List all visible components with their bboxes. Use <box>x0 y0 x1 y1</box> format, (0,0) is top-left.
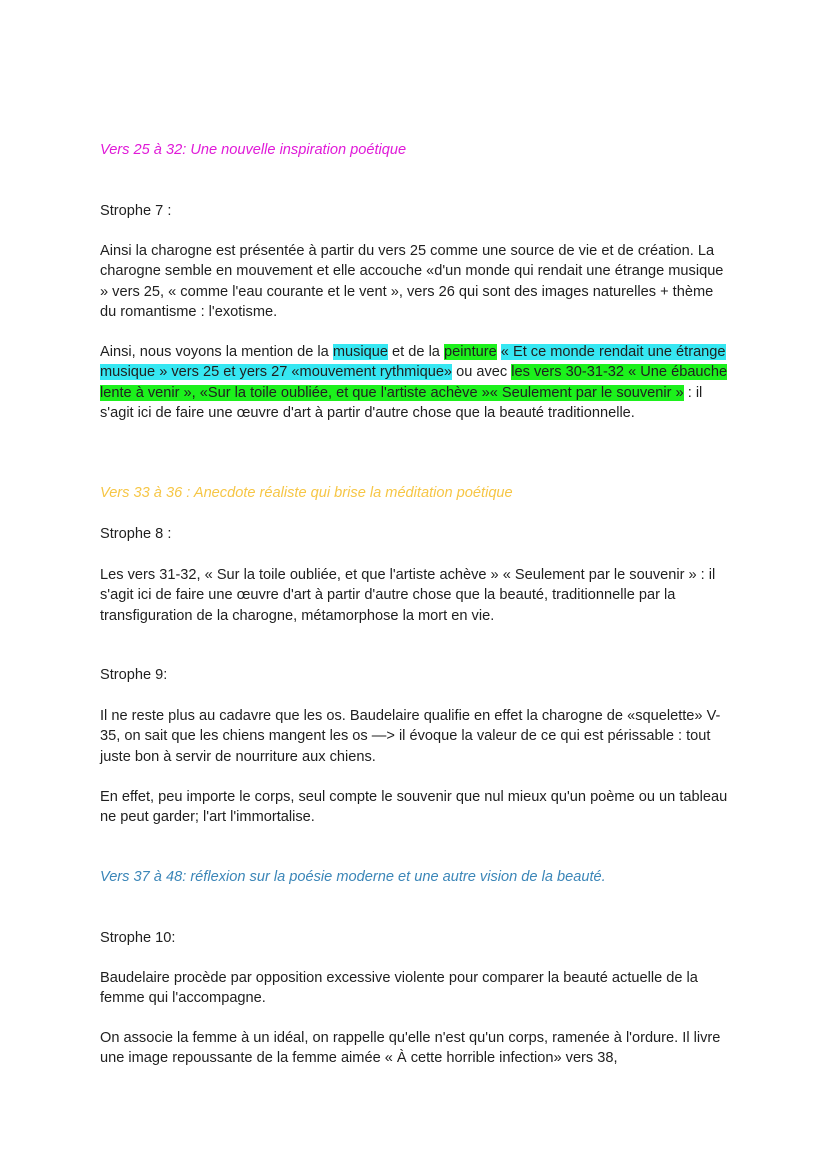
section-heading-vers-33-36: Vers 33 à 36 : Anecdote réaliste qui brise la méditation poétique <box>100 485 513 501</box>
strophe-7-paragraph-1: Ainsi la charogne est présentée à partir du vers 25 comme une source de vie et de création. La charogne semble en mouvement et elle accouche «d'un monde qui rendait une étrange musique » vers 25, « comme l'eau courante et le vent », vers 26 qui sont des images naturelles + thème du romantisme : l'exotisme. <box>100 243 724 320</box>
strophe-9-title: Strophe 9: <box>100 667 168 683</box>
strophe-8-paragraph: Les vers 31-32, « Sur la toile oubliée, et que l'artiste achève » « Seulement par le souvenir » : il s'agit ici de faire une œuvre d'art à partir d'autre chose que la beauté, traditionnelle par la transfiguration de la charogne, métamorphose la mort en vie. <box>100 567 716 624</box>
highlight-peinture: peinture <box>443 344 497 360</box>
strophe-10-paragraph-1: Baudelaire procède par opposition excessive violente pour comparer la beauté actuelle de la femme qui l'accompagne. <box>100 970 698 1007</box>
strophe-9-paragraph-2: En effet, peu importe le corps, seul compte le souvenir que nul mieux qu'un poème ou un tableau ne peut garder; l'art l'immortalise. <box>100 789 728 826</box>
section-heading-vers-25-32: Vers 25 à 32: Une nouvelle inspiration poétique <box>100 142 407 158</box>
highlight-quote-musique: « Et ce monde rendait une étrange musique » vers 25 et yers 27 «mouvement rythmique» <box>100 344 726 381</box>
strophe-8-title: Strophe 8 : <box>100 526 172 542</box>
strophe-10-paragraph-2: On associe la femme à un idéal, on rappelle qu'elle n'est qu'un corps, ramenée à l'ordure. Il livre une image repoussante de la femme aimée « À cette horrible infection» vers 38, <box>100 1030 721 1067</box>
strophe-10-title: Strophe 10: <box>100 930 176 946</box>
text-run: ou avec <box>452 364 512 381</box>
section-heading-vers-37-48: Vers 37 à 48: réflexion sur la poésie moderne et une autre vision de la beauté. <box>100 869 606 885</box>
strophe-7-title: Strophe 7 : <box>100 203 172 219</box>
text-run: : il s'agit ici de faire une œuvre d'art à partir d'autre chose que la beauté traditionnelle. <box>100 384 703 421</box>
strophe-9-paragraph-1: Il ne reste plus au cadavre que les os. Baudelaire qualifie en effet la charogne de «squelette» V-35, on sait que les chiens mangent les os —> il évoque la valeur de ce qui est périssable : tout juste bon à servir de nourriture aux chiens. <box>100 708 721 765</box>
highlight-quote-peinture: les vers 30-31-32 « Une ébauche lente à venir », «Sur la toile oubliée, et que l'artiste achève »« Seulement par le souvenir » <box>100 364 728 401</box>
strophe-7-paragraph-2 <box>100 342 730 423</box>
text-run: Ainsi, nous voyons la mention de la <box>100 344 333 360</box>
highlight-musique: musique <box>332 344 388 360</box>
text-run: et de la <box>388 344 444 360</box>
